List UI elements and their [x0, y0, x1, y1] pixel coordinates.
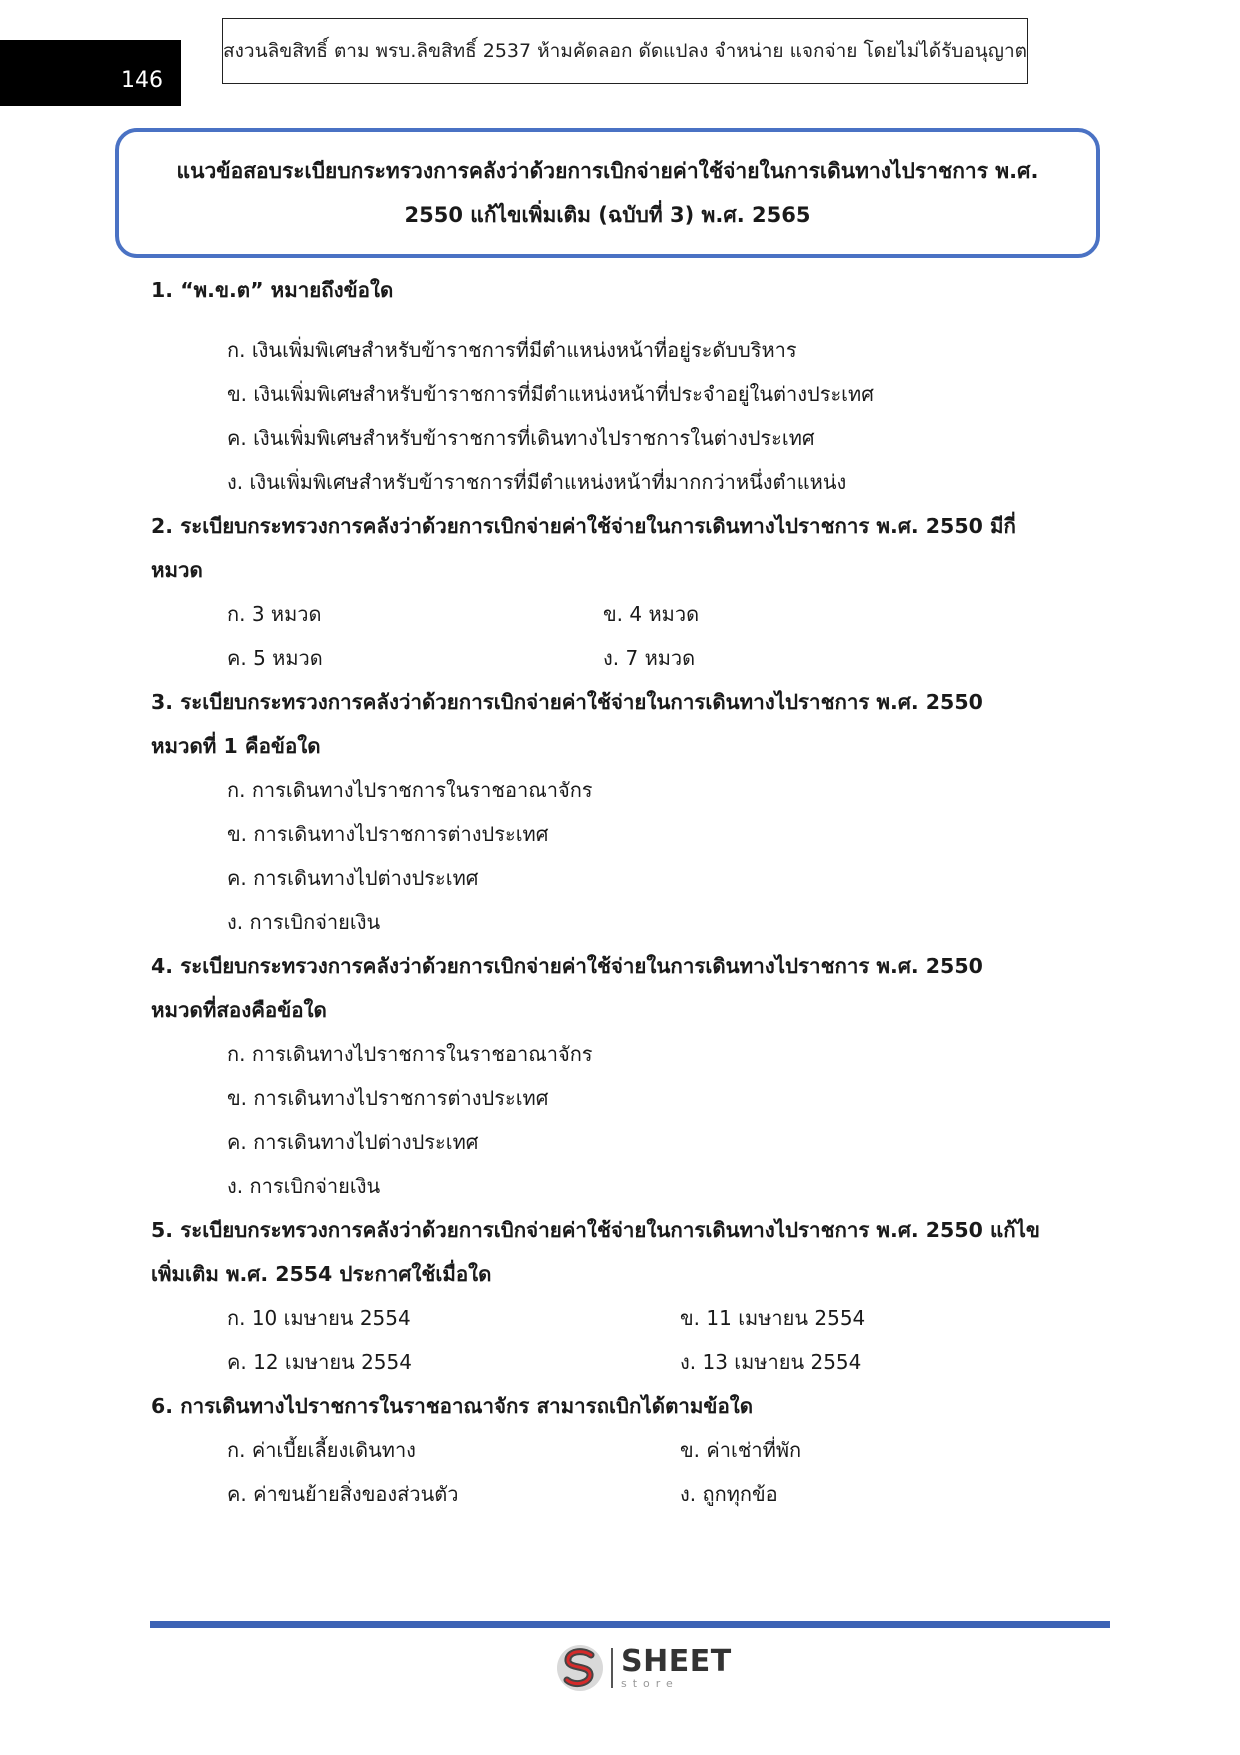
question-text: 5. ระเบียบกระทรวงการคลังว่าด้วยการเบิกจ่ายค่าใช้จ่ายในการเดินทางไปราชการ พ.ศ. 2550 แก้ไข	[151, 1218, 1040, 1242]
sheet-store-logo	[555, 1643, 732, 1693]
option-a: ก. การเดินทางไปราชการในราชอาณาจักร	[227, 1042, 593, 1066]
options	[151, 328, 1061, 504]
option-a: ก. เงินเพิ่มพิเศษสำหรับข้าราชการที่มีตำแหน่งหน้าที่อยู่ระดับบริหาร	[227, 338, 797, 362]
page-number: 146	[0, 40, 181, 106]
option-c: ค. ค่าขนย้ายสิ่งของส่วนตัว	[227, 1482, 459, 1506]
option-c: ค. การเดินทางไปต่างประเทศ	[227, 1130, 479, 1154]
copyright-notice: สงวนลิขสิทธิ์ ตาม พรบ.ลิขสิทธิ์ 2537 ห้ามคัดลอก ดัดแปลง จำหน่าย แจกจ่าย โดยไม่ได้รับอนุญาต	[222, 18, 1028, 84]
question-4	[151, 944, 1061, 1208]
question-text-cont: เพิ่มเติม พ.ศ. 2554 ประกาศใช้เมื่อใด	[151, 1262, 492, 1286]
option-c: ค. 12 เมษายน 2554	[227, 1350, 412, 1374]
option-d: ง. การเบิกจ่ายเงิน	[227, 1174, 381, 1198]
question-text-cont: หมวด	[151, 558, 203, 582]
option-b: ข. ค่าเช่าที่พัก	[680, 1438, 802, 1462]
question-text: 4. ระเบียบกระทรวงการคลังว่าด้วยการเบิกจ่ายค่าใช้จ่ายในการเดินทางไปราชการ พ.ศ. 2550	[151, 954, 983, 978]
question-list	[151, 268, 1061, 1516]
page-title-box	[115, 128, 1100, 258]
option-b: ข. การเดินทางไปราชการต่างประเทศ	[227, 822, 549, 846]
option-a: ก. ค่าเบี้ยเลี้ยงเดินทาง	[227, 1438, 416, 1462]
question-text: 1. “พ.ข.ต” หมายถึงข้อใด	[151, 278, 394, 302]
options	[151, 1296, 1061, 1384]
question-3	[151, 680, 1061, 944]
question-text-cont: หมวดที่สองคือข้อใด	[151, 998, 327, 1022]
question-text: 2. ระเบียบกระทรวงการคลังว่าด้วยการเบิกจ่ายค่าใช้จ่ายในการเดินทางไปราชการ พ.ศ. 2550 มีกี่	[151, 514, 1016, 538]
option-c: ค. เงินเพิ่มพิเศษสำหรับข้าราชการที่เดินทางไปราชการในต่างประเทศ	[227, 426, 815, 450]
logo-separator	[611, 1648, 613, 1688]
footer-divider	[150, 1621, 1110, 1628]
option-d: ง. ถูกทุกข้อ	[680, 1482, 778, 1506]
sheet-store-s-logo-icon	[555, 1643, 605, 1693]
option-b: ข. 11 เมษายน 2554	[680, 1306, 866, 1330]
option-b: ข. 4 หมวด	[603, 602, 700, 626]
page-title-line-2: 2550 แก้ไขเพิ่มเติม (ฉบับที่ 3) พ.ศ. 2565	[404, 203, 811, 227]
logo-subtitle: store	[621, 1677, 679, 1690]
options	[151, 1428, 1061, 1516]
question-5	[151, 1208, 1061, 1384]
options	[151, 592, 1061, 680]
option-c: ค. การเดินทางไปต่างประเทศ	[227, 866, 479, 890]
question-text: 6. การเดินทางไปราชการในราชอาณาจักร สามารถเบิกได้ตามข้อใด	[151, 1394, 754, 1418]
logo-title: SHEET	[621, 1644, 732, 1679]
option-a: ก. 10 เมษายน 2554	[227, 1306, 411, 1330]
question-1	[151, 268, 1061, 504]
question-text: 3. ระเบียบกระทรวงการคลังว่าด้วยการเบิกจ่ายค่าใช้จ่ายในการเดินทางไปราชการ พ.ศ. 2550	[151, 690, 983, 714]
page-title-line-1: แนวข้อสอบระเบียบกระทรวงการคลังว่าด้วยการเบิกจ่ายค่าใช้จ่ายในการเดินทางไปราชการ พ.ศ.	[176, 159, 1039, 183]
option-b: ข. การเดินทางไปราชการต่างประเทศ	[227, 1086, 549, 1110]
option-d: ง. การเบิกจ่ายเงิน	[227, 910, 381, 934]
option-a: ก. การเดินทางไปราชการในราชอาณาจักร	[227, 778, 593, 802]
logo-text	[621, 1644, 732, 1690]
option-d: ง. 13 เมษายน 2554	[680, 1350, 862, 1374]
option-d: ง. เงินเพิ่มพิเศษสำหรับข้าราชการที่มีตำแหน่งหน้าที่มากกว่าหนึ่งตำแหน่ง	[227, 470, 847, 494]
option-c: ค. 5 หมวด	[227, 646, 323, 670]
question-6	[151, 1384, 1061, 1516]
options	[151, 1032, 1061, 1208]
question-text-cont: หมวดที่ 1 คือข้อใด	[151, 734, 321, 758]
option-a: ก. 3 หมวด	[227, 602, 322, 626]
option-b: ข. เงินเพิ่มพิเศษสำหรับข้าราชการที่มีตำแหน่งหน้าที่ประจำอยู่ในต่างประเทศ	[227, 382, 874, 406]
options	[151, 768, 1061, 944]
option-d: ง. 7 หมวด	[603, 646, 696, 670]
question-2	[151, 504, 1061, 680]
